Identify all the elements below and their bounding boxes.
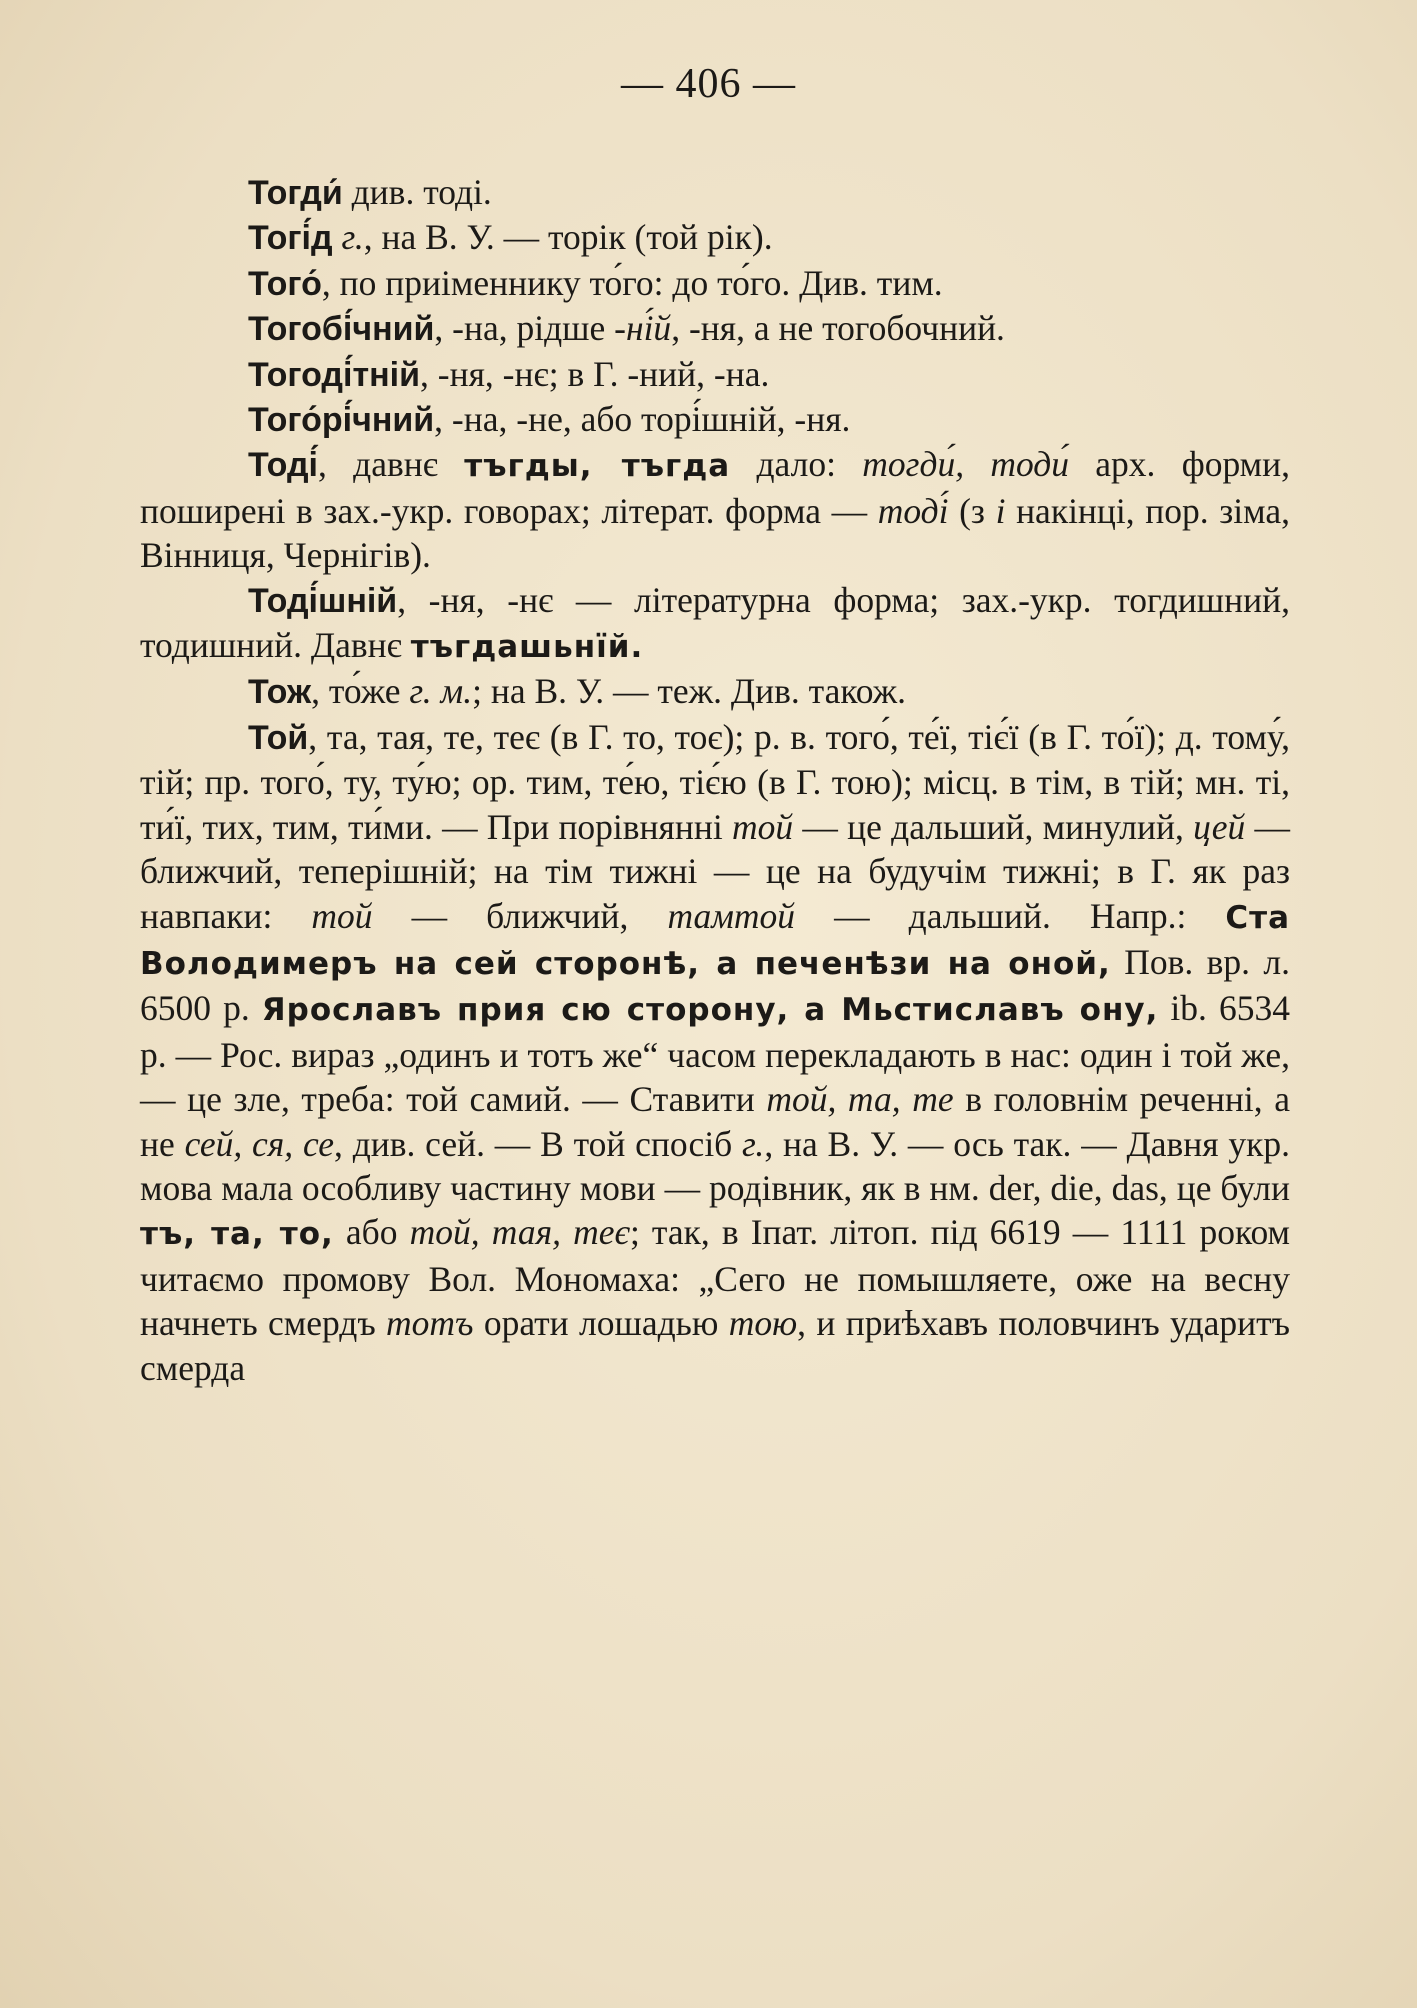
text-run: , та, тая, те, теє (в Г. то, тоє); р. в. того́, те́ї, тіє́ї (в Г. то́ї); д. тому́, тій; пр. того́, ту, ту́ю; ор. тим, те́ю, тіє́ю (в Г. тою); місц. в тім, в тій; мн. ті, ти́ї, тих, тим, ти́ми. — При порівнянні — [140, 716, 1290, 847]
italic-text: сей, ся, се — [184, 1123, 335, 1164]
text-run: ib. 6534 р. — Рос. вираз „одинъ и тотъ же“ часом перекладають в нас: один і той же, — це зле, треба: той самий. — Ставити — [140, 988, 1290, 1120]
italic-text: той, та, те — [766, 1079, 954, 1120]
old-slavonic-text: тъ, та, то, — [140, 1216, 334, 1253]
italic-text: той — [732, 806, 794, 847]
dictionary-entry — [140, 715, 1290, 1390]
italic-text: тамтой — [667, 895, 796, 936]
text-run: або — [333, 1212, 410, 1253]
italic-text: тою — [728, 1303, 798, 1344]
text-run: ; так, в Іпат. літоп. під 6619 — 1111 роком читаємо промову Вол. Мономаха: „Сего не помышляете, оже на весну начнеть смердъ — [140, 1212, 1290, 1344]
italic-text: тотъ — [386, 1303, 474, 1344]
dictionary-entry — [140, 578, 1290, 670]
italic-text: г. — [341, 217, 364, 258]
text-run: , див. сей. — В той спосіб — [334, 1123, 743, 1164]
text-run: Пов. вр. л. 6500 р. — [140, 941, 1290, 1029]
headword: Того́ — [248, 264, 322, 303]
italic-text: г. м. — [409, 671, 473, 712]
italic-text: тогди́, тоди́ — [862, 444, 1069, 485]
italic-text: цей — [1193, 806, 1246, 847]
italic-text: той, тая, теє — [409, 1212, 630, 1253]
text-run: ; на В. У. — теж. Див. також. — [472, 671, 907, 712]
text-run: , по приіменнику то́го: до то́го. Див. тим. — [321, 262, 943, 303]
text-run: , и приѣхавъ половчинъ ударитъ смерда — [140, 1303, 1291, 1388]
text-run: , -ня, -нє; в Г. -ний, -на. — [420, 353, 770, 394]
italic-text: той — [311, 895, 373, 936]
dictionary-entry — [140, 442, 1290, 577]
text-run: , на В. У. — торік (той рік). — [363, 217, 773, 258]
text-run: див. тоді. — [342, 172, 492, 212]
italic-text: тоді́ — [877, 490, 949, 531]
headword: Тож — [248, 673, 312, 712]
headword: Той — [248, 718, 309, 757]
italic-text: г. — [742, 1123, 765, 1164]
text-run: — ближчий, — [372, 895, 668, 936]
text-run: накінці, пор. зіма, Вінниця, Чернігів). — [140, 490, 1290, 576]
text-run: — ближчий, теперішній; на тім тижні — це на будучім тижні; в Г. як раз навпаки: — [140, 806, 1290, 936]
dictionary-entry — [140, 397, 1290, 442]
old-slavonic-text: тъгды, тъгда — [464, 448, 731, 485]
text-run: , -на, -не, або торі́шній, -ня. — [434, 399, 851, 440]
headword: Тоді́ — [248, 446, 318, 485]
dictionary-entry — [140, 306, 1290, 351]
text-run: , давнє — [317, 444, 465, 485]
text-run: , -ня, -нє — літературна форма; зах.-укр. тогдишний, тодишний. Давнє — [140, 579, 1290, 666]
italic-text: і — [995, 490, 1006, 531]
old-slavonic-text: Ста Володимеръ на сей сторонѣ, а печенѣзи на оной, — [140, 899, 1290, 982]
headword: Тогі́д — [248, 219, 333, 258]
text-run: , -ня, а не тогобочний. — [671, 308, 1005, 349]
text-run: дало: — [730, 444, 863, 485]
page-number: — 406 — — [621, 61, 796, 107]
text-run: — дальший. Напр.: — [795, 895, 1226, 936]
text-run: , -на, рідше - — [434, 308, 626, 349]
old-slavonic-text: тъгдашьнїй. — [410, 629, 644, 666]
text-run: орати лошадью — [473, 1303, 729, 1344]
dictionary-entry — [140, 261, 1290, 306]
headword: Тогди́ — [248, 174, 343, 212]
headword: Того́рі́чний — [248, 401, 435, 440]
headword: Тоді́шній — [248, 581, 398, 620]
dictionary-entry — [140, 215, 1290, 260]
text-run: (з — [948, 490, 996, 531]
headword: Тогоді́тній — [248, 355, 420, 394]
text-run: , на В. У. — ось так. — Давня укр. мова мала особливу частину мови — родівник, як в нм. der, die, das, це були — [140, 1123, 1290, 1208]
headword: Тогобі́чний — [248, 310, 435, 349]
text-run: в головнім реченні, а не — [140, 1079, 1290, 1164]
dictionary-entry — [140, 669, 1290, 714]
dictionary-entry — [140, 170, 1290, 215]
italic-text: ні́й — [625, 308, 672, 349]
dictionary-entry — [140, 352, 1290, 397]
text-run: , то́же — [311, 671, 410, 712]
text-run: арх. форми, поширені в зах.-укр. говорах; літерат. форма — — [140, 444, 1291, 531]
text-run: — це дальший, минулий, — [793, 806, 1194, 847]
dictionary-body — [140, 170, 1290, 1390]
old-slavonic-text: Ярославъ прия сю сторону, а Мьстиславъ ону, — [261, 992, 1159, 1029]
